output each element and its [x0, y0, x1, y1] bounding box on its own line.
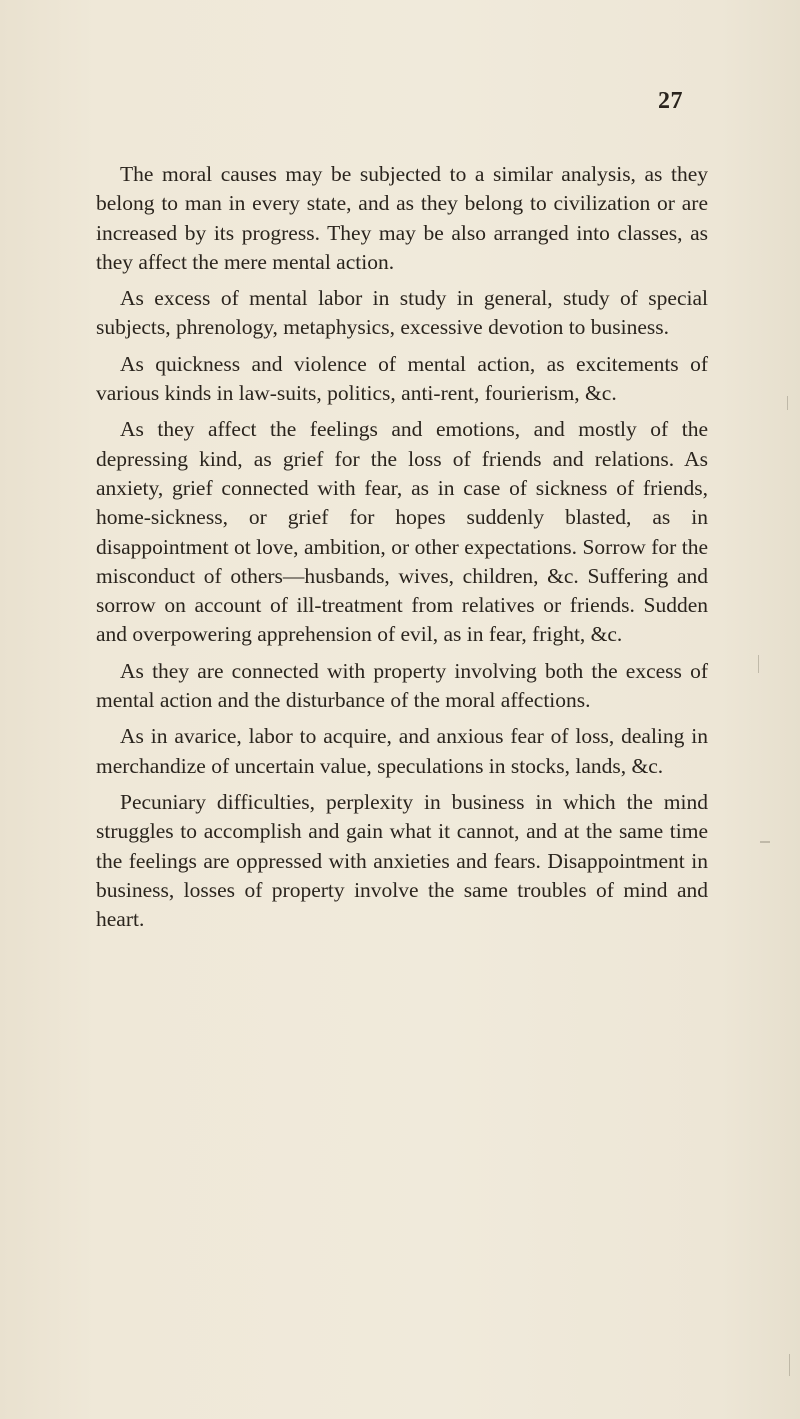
- paragraph-property: As they are connected with property involving both the excess of mental action and the disturbance of the moral affections.: [96, 658, 708, 713]
- paper-speck: [758, 655, 759, 673]
- paper-speck: [789, 1354, 790, 1376]
- paragraph-pecuniary: Pecuniary difficulties, perplexity in business in which the mind struggles to accomplish and gain what it cannot, and at the same time the feelings are oppressed with anxieties and fears. Disappointment in business, losses of property involve the same troubles of mind and heart.: [96, 789, 708, 932]
- paper-speck: [787, 396, 788, 410]
- body-text: [96, 160, 708, 941]
- paragraph-mental-action: As quickness and violence of mental action, as excitements of various kinds in law-suits, politics, anti-rent, fourierism, &c.: [96, 351, 708, 406]
- paragraph-moral-causes: The moral causes may be subjected to a similar analysis, as they belong to man in every state, and as they belong to civilization or are increased by its progress. They may be also arranged into classes, as they affect the mere mental action.: [96, 162, 708, 274]
- paragraph-feelings-emotions: As they affect the feelings and emotions, and mostly of the depressing kind, as grief for the loss of friends and relations. As anxiety, grief connected with fear, as in case of sickness of friends, home-sickness, or grief for hopes suddenly blasted, as in disappointment ot love, ambition, or other expectations. Sorrow for the misconduct of others—husbands, wives, children, &c. Suffering and sorrow on account of ill-treatment from relatives or friends. Sudden and overpowering apprehension of evil, as in fear, fright, &c.: [96, 417, 708, 647]
- paragraph-mental-labor: As excess of mental labor in study in general, study of special subjects, phrenology, metaphysics, excessive devotion to business.: [96, 286, 708, 340]
- page-number: 27: [658, 88, 683, 114]
- paper-speck: [760, 841, 770, 843]
- paragraph-avarice: As in avarice, labor to acquire, and anxious fear of loss, dealing in merchandize of uncertain value, speculations in stocks, lands, &c.: [96, 724, 708, 778]
